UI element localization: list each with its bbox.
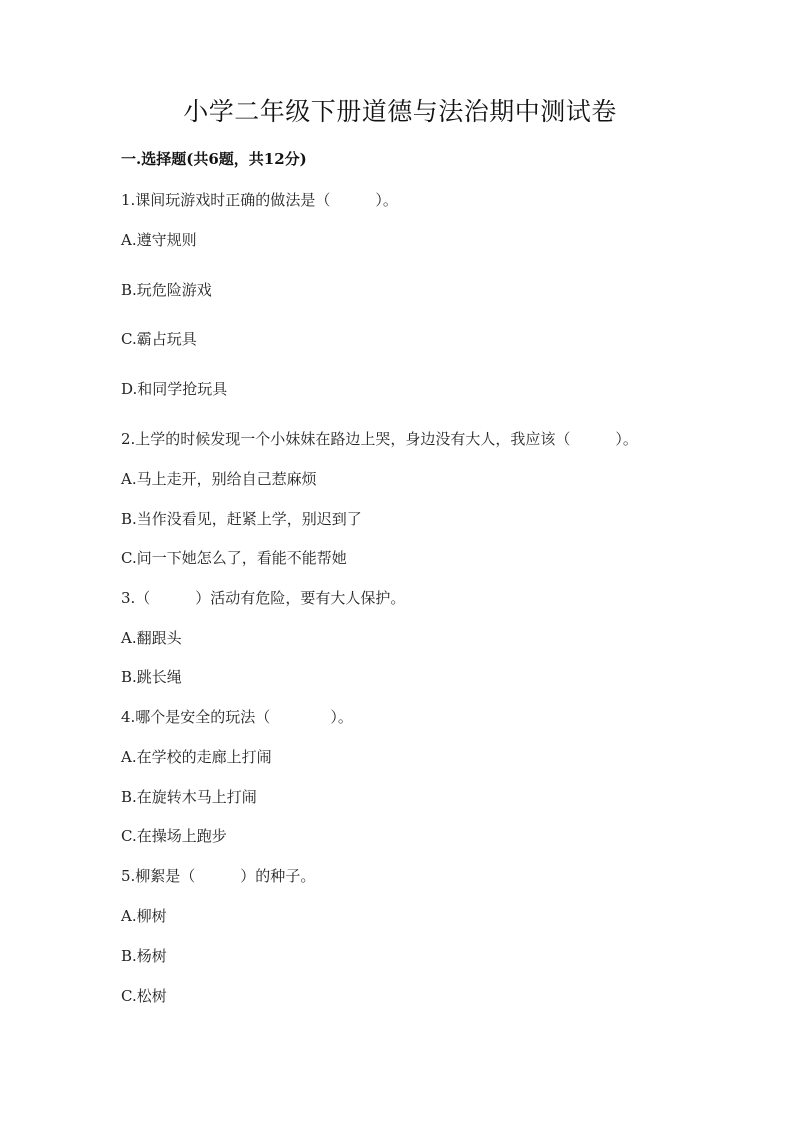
question-stem: 4.哪个是安全的玩法（ ）。 [121,708,353,726]
answer-option: A.柳树 [121,907,167,925]
answer-option: B.当作没看见，赶紧上学，别迟到了 [121,510,362,528]
page-title: 小学二年级下册道德与法治期中测试卷 [183,97,617,126]
section-heading: 一.选择题(共6题，共12分) [121,150,307,168]
answer-option: C.松树 [121,987,167,1005]
question-stem: 3.（ ）活动有危险，要有大人保护。 [121,589,406,607]
answer-option: B.玩危险游戏 [121,281,212,299]
answer-option: A.遵守规则 [121,231,197,249]
answer-option: C.问一下她怎么了，看能不能帮她 [121,549,347,567]
answer-option: B.杨树 [121,947,167,965]
answer-option: B.在旋转木马上打闹 [121,788,257,806]
answer-option: A.在学校的走廊上打闹 [121,748,272,766]
answer-option: C.在操场上跑步 [121,827,227,845]
question-stem: 5.柳絮是（ ）的种子。 [121,867,316,885]
answer-option: A.马上走开，别给自己惹麻烦 [121,470,317,488]
answer-option: D.和同学抢玩具 [121,380,228,398]
answer-option: C.霸占玩具 [121,330,197,348]
question-stem: 1.课间玩游戏时正确的做法是（ ）。 [121,191,398,209]
answer-option: B.跳长绳 [121,668,182,686]
question-stem: 2.上学的时候发现一个小妹妹在路边上哭，身边没有大人，我应该（ ）。 [121,430,638,448]
answer-option: A.翻跟头 [121,629,182,647]
